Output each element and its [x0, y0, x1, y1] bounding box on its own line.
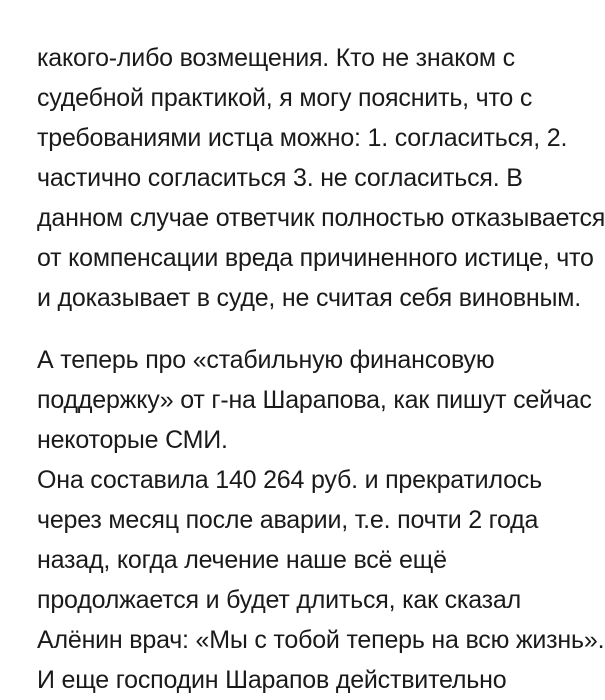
text-line: какого-либо возмещения. Кто не знаком с	[37, 44, 515, 72]
text-line: Она составила 140 264 руб. и прекратилось	[37, 466, 542, 494]
text-line: Алёнин врач: «Мы с тобой теперь на всю жизнь».	[37, 626, 605, 654]
text-line: И еще господин Шарапов действительно	[37, 666, 507, 694]
text-line: и доказывает в суде, не считая себя виновным.	[37, 284, 582, 312]
paragraph-2	[37, 340, 605, 700]
paragraph-gap	[37, 318, 597, 340]
text-line: продолжается и будет длиться, как сказал	[37, 586, 521, 614]
text-line: назад, когда лечение наше всё ещё	[37, 546, 447, 574]
paragraph-1	[37, 38, 605, 318]
text-line: судебной практикой, я могу пояснить, что с	[37, 84, 533, 112]
text-line: требованиями истца можно: 1. согласиться, 2.	[37, 124, 568, 152]
text-line: от компенсации вреда причиненного истице, что	[37, 244, 594, 272]
text-line: поддержку» от г-на Шарапова, как пишут сейчас	[37, 386, 592, 414]
text-line: через месяц после аварии, т.е. почти 2 года	[37, 506, 539, 534]
document-text	[37, 38, 605, 700]
text-line: некоторые СМИ.	[37, 426, 228, 454]
text-line: А теперь про «стабильную финансовую	[37, 346, 495, 374]
text-line: частично согласиться 3. не согласиться. В	[37, 164, 523, 192]
text-line: данном случае ответчик полностью отказывается	[37, 204, 605, 232]
